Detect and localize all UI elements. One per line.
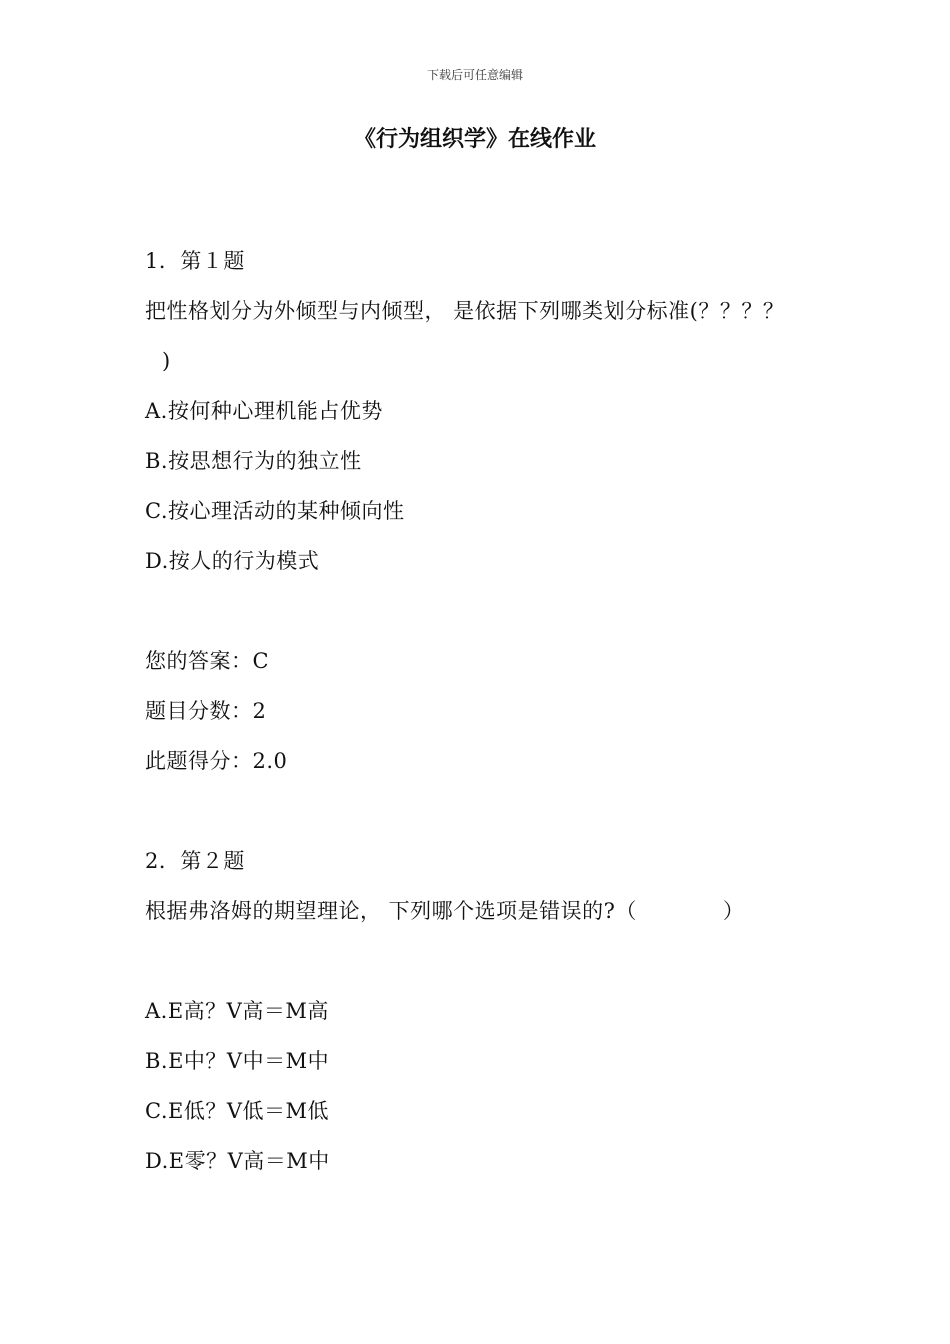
- question-1-answer: 您的答案：C: [145, 649, 270, 673]
- question-2-option-d: D.E零？V高＝M中: [145, 1149, 330, 1173]
- question-2-option-c: C.E低？V低＝M低: [145, 1099, 329, 1123]
- question-2-stem: 根据弗洛姆的期望理论， 下列哪个选项是错误的?（ ）: [145, 899, 745, 923]
- question-1-stem: 把性格划分为外倾型与内倾型， 是依据下列哪类划分标准(？？？？: [145, 299, 785, 323]
- question-1-option-b: B.按思想行为的独立性: [145, 449, 362, 473]
- question-1-earned: 此题得分：2.0: [145, 749, 288, 773]
- document-title: 《行为组织学》在线作业: [353, 127, 596, 152]
- question-1-heading: 1．第１题: [145, 249, 245, 273]
- question-1-option-a: A.按何种心理机能占优势: [145, 399, 383, 423]
- question-1-option-d: D.按人的行为模式: [145, 549, 320, 573]
- question-2-option-b: B.E中？V中＝M中: [145, 1049, 330, 1073]
- question-1-score: 题目分数：2: [145, 699, 267, 723]
- header-note: 下载后可任意编辑: [426, 68, 523, 82]
- question-1-option-c: C.按心理活动的某种倾向性: [145, 499, 405, 523]
- question-2-option-a: A.E高？V高＝M高: [145, 999, 329, 1023]
- question-2-heading: 2．第２题: [145, 849, 245, 873]
- question-1-stem-continued: ): [162, 349, 171, 373]
